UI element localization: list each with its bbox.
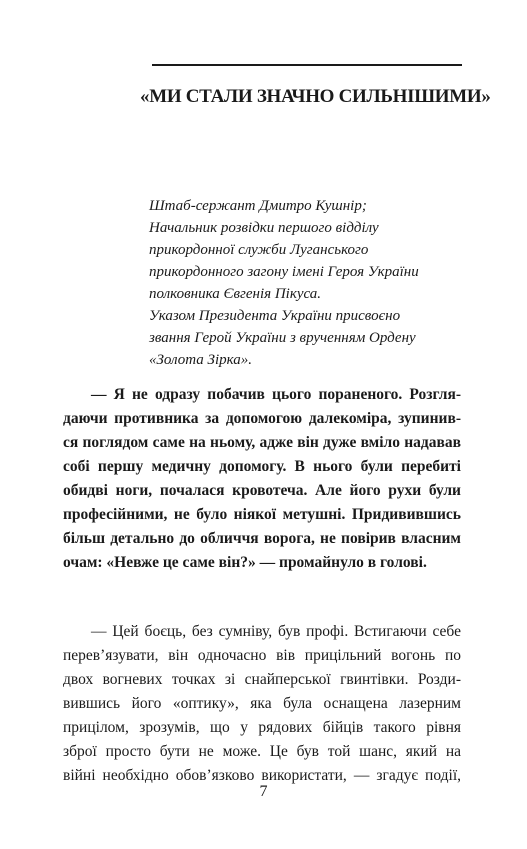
body-paragraph [63,620,461,788]
quote-line: собі першу медичну допомогу. В нього були перебиті [63,458,461,475]
paragraph-line: війні необхідно обов’язково використати, — згадує події, [63,767,461,784]
quote-line: професійними, не було ніякої метушні. Придивившись [63,506,461,523]
paragraph-line: зброї просто бути не може. Це був той шанс, який на [63,743,461,760]
epigraph-line: полковника Євгенія Пікуса. [149,286,322,302]
quote-line: — Я не одразу побачив цього пораненого. Розгля- [91,386,461,403]
epigraph [149,195,469,371]
page-number: 7 [259,783,268,800]
quote-line: обидві ноги, почалася кровотеча. Але його рухи були [63,482,461,499]
chapter-rule [152,64,462,66]
paragraph-line: прицілом, зрозумів, що у рядових бійців такого рівня [63,719,461,736]
epigraph-line: Указом Президента України присвоєно [149,308,401,324]
chapter-title: «МИ СТАЛИ ЗНАЧНО СИЛЬНІШИМИ» [140,86,491,107]
paragraph-line: — Цей боєць, без сумніву, був профі. Встигаючи себе [91,623,461,640]
epigraph-line: Штаб-сержант Дмитро Кушнір; [149,198,367,214]
epigraph-line: Начальник розвідки першого відділу [149,220,379,236]
quote-line: очам: «Невже це саме він?» — промайнуло в голові. [63,554,427,571]
paragraph-line: перев’язувати, він одночасно вів прицільний вогонь по [63,647,461,664]
quote-line: більш детально до обличчя ворога, не повірив власним [63,530,461,547]
paragraph-line: вившись його «оптику», яка була оснащена лазерним [63,695,461,712]
epigraph-line: прикордонної служби Луганського [149,242,369,258]
paragraph-line: двох вогневих точках зі снайперської гвинтівки. Розди- [63,671,461,688]
bold-quote-paragraph [63,383,461,575]
epigraph-line: звання Герой України з врученням Ордену [149,330,416,346]
quote-line: ся поглядом саме на ньому, адже він дуже вміло надавав [63,434,461,451]
epigraph-line: «Золота Зірка». [149,352,253,368]
epigraph-line: прикордонного загону імені Героя України [149,264,419,280]
quote-line: даючи противника за допомогою далекоміра, зупинив- [63,410,461,427]
